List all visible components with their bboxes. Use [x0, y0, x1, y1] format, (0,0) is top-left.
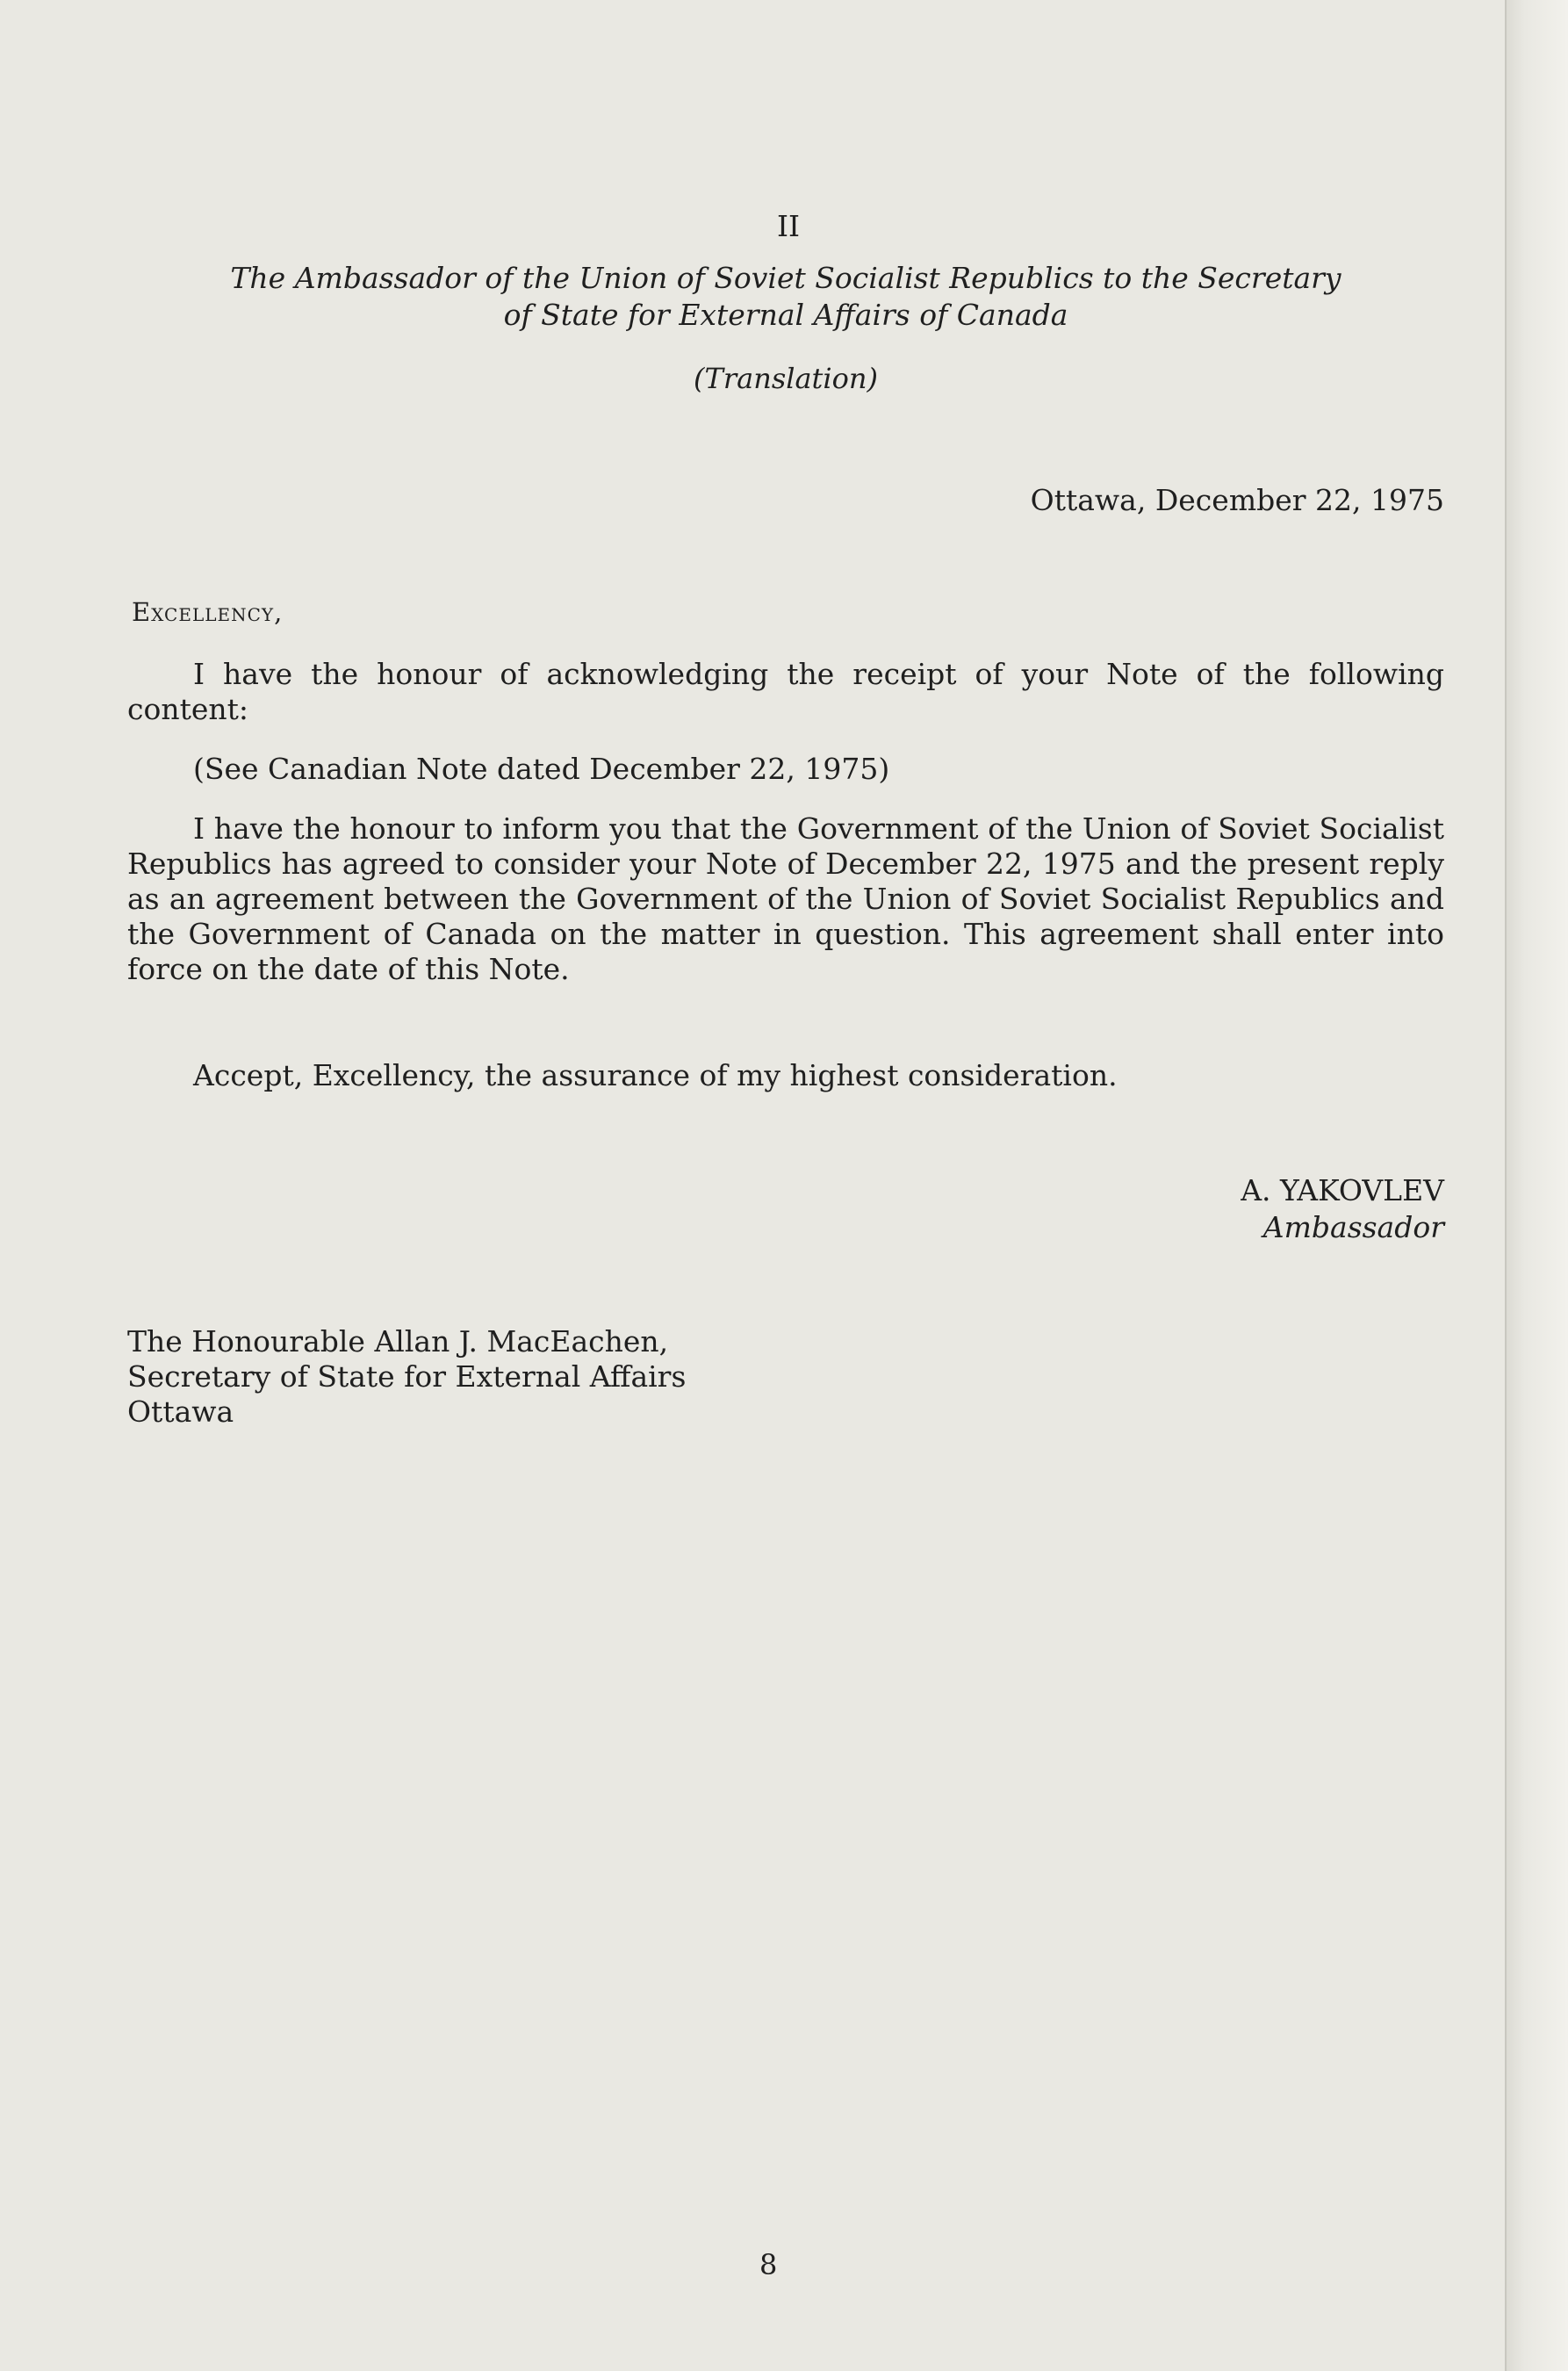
addressee-line: Secretary of State for External Affairs: [127, 1359, 687, 1394]
document-content: [127, 0, 1444, 2371]
page-edge: [1505, 0, 1568, 2371]
signature-block: [1241, 1172, 1444, 1246]
body-paragraph: I have the honour of acknowledging the receipt of your Note of the following content:: [127, 657, 1444, 726]
section-number: II: [777, 209, 801, 243]
heading-line: The Ambassador of the Union of Soviet Socialist Republics to the Secretary: [230, 261, 1341, 295]
document-heading: [127, 260, 1444, 334]
addressee-line: The Honourable Allan J. MacEachen,: [127, 1324, 669, 1358]
signatory-name: A. YAKOVLEV: [1241, 1173, 1444, 1207]
body-paragraph: (See Canadian Note dated December 22, 1975): [193, 752, 890, 786]
addressee-block: [127, 1324, 686, 1430]
body-paragraph: Accept, Excellency, the assurance of my highest consideration.: [193, 1058, 1118, 1092]
page-number: 8: [759, 2248, 778, 2281]
translation-note: (Translation): [694, 362, 878, 395]
signatory-title: Ambassador: [1262, 1210, 1444, 1244]
heading-line: of State for External Affairs of Canada: [503, 298, 1068, 332]
salutation: Excellency,: [132, 597, 284, 627]
dateline: Ottawa, December 22, 1975: [1030, 483, 1444, 517]
addressee-line: Ottawa: [127, 1394, 234, 1429]
body-paragraph: I have the honour to inform you that the Government of the Union of Soviet Socialist Republics has agreed to consider your Note of December 22, 1975 and the present reply as an agreement between the Government of the Union of Soviet Socialist Republics and the Government of Canada on the matter in question. This agreement shall enter into force on the date of this Note.: [127, 811, 1444, 986]
